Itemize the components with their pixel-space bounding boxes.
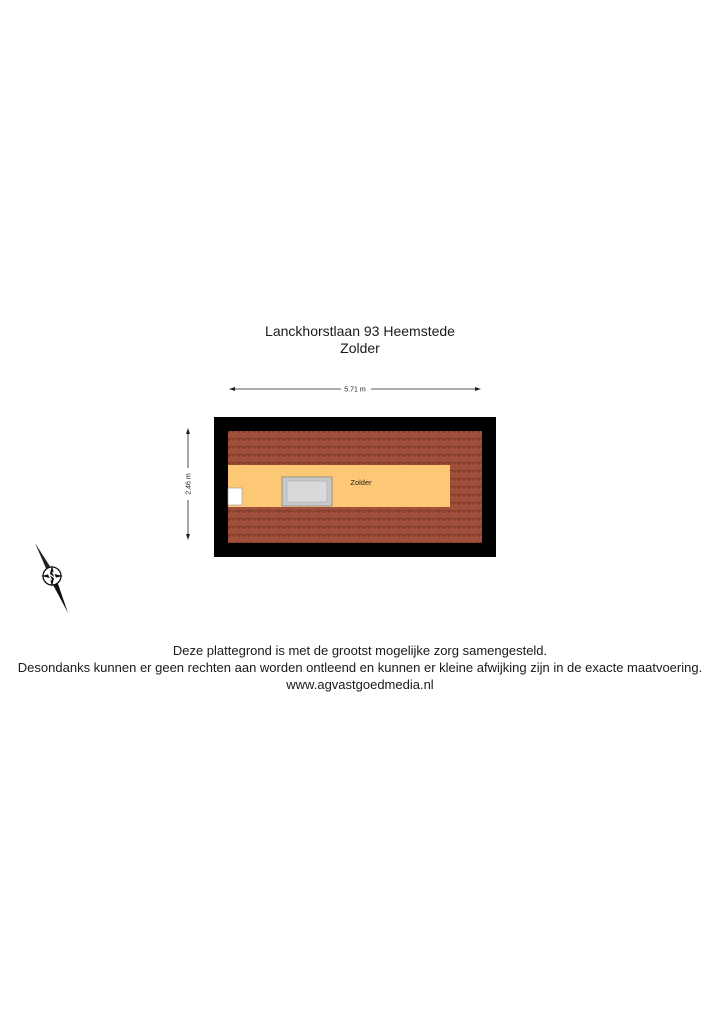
- floor-plan: [214, 417, 496, 557]
- disclaimer-line-1: Deze plattegrond is met de grootst mogelijke zorg samengesteld.: [172, 643, 548, 658]
- disclaimer-line-2: Desondanks kunnen er geen rechten aan worden ontleend en kunnen er kleine afwijking zijn in de exacte maatvoering.: [17, 660, 703, 675]
- chimney-block: [228, 488, 242, 505]
- roof-hatch-inner: [287, 481, 327, 502]
- plan-address-title: Lanckhorstlaan 93 Heemstede: [265, 323, 455, 339]
- plan-floor-title: Zolder: [340, 340, 380, 356]
- room-zolder: [228, 465, 450, 507]
- width-dimension-line: [229, 381, 481, 397]
- website-link[interactable]: www.agvastgoedmedia.nl: [286, 677, 434, 692]
- depth-dimension-label: 2.46 m: [185, 473, 193, 495]
- compass-north-letter: N: [46, 570, 59, 584]
- depth-dimension-line: [180, 428, 196, 540]
- north-arrow-compass-icon: [28, 540, 76, 616]
- width-dimension-label: 5.71 m: [344, 386, 366, 394]
- room-label-zolder: Zolder: [350, 478, 372, 487]
